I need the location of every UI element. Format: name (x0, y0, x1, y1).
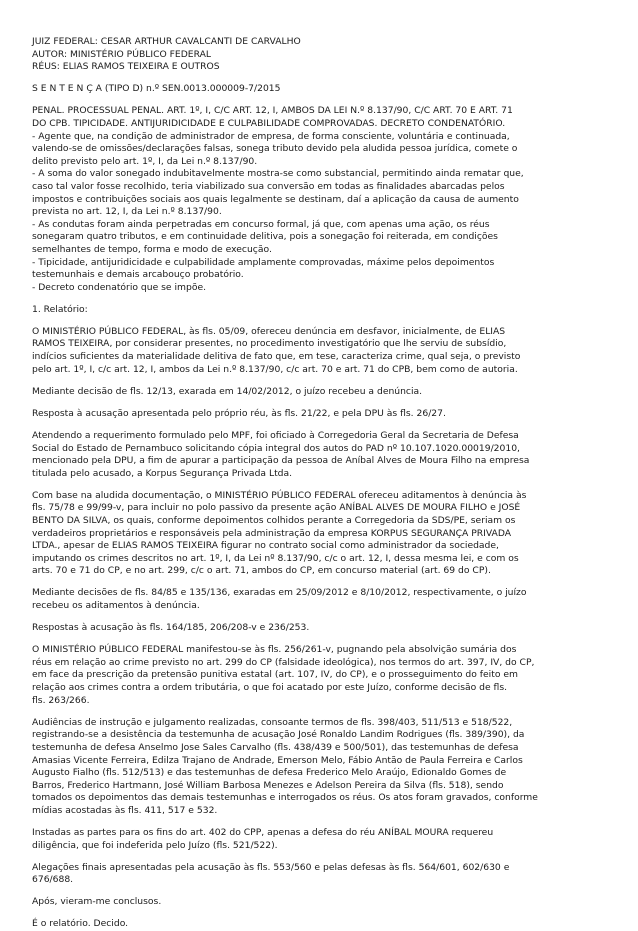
paragraph-line: Mediante decisão de fls. 12/13, exarada em 14/02/2012, o juízo recebeu a denúncia. (32, 385, 423, 397)
paragraph-line: relação aos crimes contra a ordem tributária, o que foi acatado por este Juízo, conforme decisão de fls. (32, 682, 508, 694)
spacer (32, 480, 612, 490)
report-paragraph (32, 408, 612, 421)
ementa-line: testemunhais e demais arcabouço probatório. (32, 269, 244, 281)
paragraph-line: titulada pelo acusado, a Korpus Segurança Privada Ltda. (32, 467, 293, 479)
spacer (32, 887, 612, 897)
ementa-line: delito previsto pelo art. 1º, I, da Lei n.º 8.137/90. (32, 155, 258, 167)
paragraph-line: Barros, Frederico Hartmann, José William Barbosa Menezes e Adelson Pereira da Silva (fls. 518), sendo (32, 779, 504, 791)
spacer (32, 74, 612, 84)
paragraph-line: Alegações finais apresentadas pela acusação às fls. 553/560 e pelas defesas às fls. 564/601, 602/630 e (32, 861, 510, 873)
spacer (32, 817, 612, 827)
report-paragraph (32, 490, 612, 578)
author-line: AUTOR: MINISTÉRIO PÚBLICO FEDERAL (32, 48, 212, 60)
paragraph-line: É o relatório. Decido. (32, 918, 129, 930)
paragraph-line: 676/688. (32, 874, 74, 886)
spacer (32, 376, 612, 386)
paragraph-line: verdadeiros proprietários e responsáveis pela administração da empresa KORPUS SEGURANÇA PRIVADA (32, 527, 512, 539)
paragraph-line: Amasias Vicente Ferreira, Edilza Trajano de Andrade, Emerson Melo, Fábio Antão de Paula Ferreira e Carlos (32, 754, 523, 766)
ementa-line: - As condutas foram ainda perpetradas em concurso formal, já que, com apenas uma ação, os réus (32, 218, 490, 230)
report-paragraph (32, 622, 612, 635)
ementa-line: - Decreto condenatório que se impõe. (32, 281, 207, 293)
spacer (32, 635, 612, 645)
paragraph-line: LTDA., apesar de ELIAS RAMOS TEIXEIRA figurar no contrato social como administrador da sociedade, (32, 540, 499, 552)
paragraph-line: Após, vieram-me conclusos. (32, 896, 162, 908)
report-paragraph (32, 326, 612, 376)
spacer (32, 294, 612, 304)
header-block (32, 36, 612, 74)
spacer (32, 398, 612, 408)
paragraph-line: recebeu os aditamentos à denúncia. (32, 600, 200, 612)
paragraph-line: Respostas à acusação às fls. 164/185, 206/208-v e 236/253. (32, 622, 310, 634)
spacer (32, 707, 612, 717)
spacer (32, 613, 612, 623)
spacer (32, 420, 612, 430)
paragraph-line: fls. 75/78 e 99/99-v, para incluir no polo passivo da presente ação ANÍBAL ALVES DE MOURA FILHO e JOSÉ (32, 502, 521, 514)
ementa-line: - Tipicidade, antijuridicidade e culpabilidade amplamente comprovadas, máxime pelos depoimentos (32, 256, 495, 268)
ementa-line: sonegaram quatro tributos, e em continuidade delitiva, pois a sonegação foi reiterada, em condições (32, 231, 498, 243)
paragraph-line: réus em relação ao crime previsto no art. 299 do CP (falsidade ideológica), nos termos do art. 397, IV, do CP, (32, 656, 535, 668)
paragraph-line: registrando-se a desistência da testemunha de acusação José Ronaldo Landim Rodrigues (fls. 389/390), da (32, 729, 525, 741)
judge-line: JUIZ FEDERAL: CESAR ARTHUR CAVALCANTI DE CARVALHO (32, 36, 301, 47)
spacer (32, 852, 612, 862)
ementa-line: - Agente que, na condição de administrador de empresa, de forma consciente, voluntária e continuada, (32, 130, 510, 142)
report-paragraph (32, 918, 612, 931)
report-paragraph (32, 430, 612, 480)
paragraph-line: diligência, que foi indeferida pelo Juízo (fls. 521/522). (32, 839, 278, 851)
paragraph-line: Audiências de instrução e julgamento realizadas, consoante termos de fls. 398/403, 511/513 e 518/522, (32, 716, 513, 728)
document-page (32, 36, 612, 931)
spacer (32, 96, 612, 106)
paragraph-line: testemunha de defesa Anselmo Jose Sales Carvalho (fls. 438/439 e 500/501), das testemunhas de defesa (32, 741, 519, 753)
spacer (32, 316, 612, 326)
paragraph-line: fls. 263/266. (32, 694, 90, 706)
paragraph-line: arts. 70 e 71 do CP, e no art. 299, c/c o art. 71, ambos do CP, em concurso material (art. 69 do CP). (32, 565, 491, 577)
report-paragraph (32, 587, 612, 612)
report-paragraph (32, 827, 612, 852)
paragraph-line: RAMOS TEIXEIRA, por considerar presentes, no procedimento investigatório que lhe serviu de subsídio, (32, 338, 507, 350)
section-title: 1. Relatório: (32, 303, 88, 315)
ementa-line: valendo-se de omissões/declarações falsas, sonega tributo devido pela aludida pessoa jurídica, comete o (32, 143, 518, 155)
paragraph-line: Mediante decisões de fls. 84/85 e 135/136, exaradas em 25/09/2012 e 8/10/2012, respectivamente, o juízo (32, 587, 527, 599)
report-paragraph (32, 644, 612, 707)
report-paragraphs (32, 316, 612, 931)
paragraph-line: Instadas as partes para os fins do art. 402 do CPP, apenas a defesa do réu ANÍBAL MOURA requereu (32, 826, 494, 838)
paragraph-line: mencionado pela DPU, a fim de apurar a participação da pessoa de Aníbal Alves de Moura Filho na empresa (32, 455, 530, 467)
ementa-line: DO CPB. TIPICIDADE. ANTIJURIDICIDADE E CULPABILIDADE COMPROVADAS. DECRETO CONDENATÓRIO. (32, 117, 506, 129)
paragraph-line: tomados os depoimentos das demais testemunhas e interrogados os réus. Os atos foram gravados, conforme (32, 792, 538, 804)
spacer (32, 909, 612, 919)
sentence-title: S E N T E N Ç A (TIPO D) n.º SEN.0013.000009-7/2015 (32, 83, 281, 95)
paragraph-line: em face da prescrição da pretensão punitiva estatal (art. 107, IV, do CP), e o prosseguimento do feito em (32, 669, 518, 681)
paragraph-line: pelo art. 1º, I, c/c art. 12, I, ambos da Lei n.º 8.137/90, c/c art. 70 e art. 71 do CPB, bem como de autoria. (32, 363, 518, 375)
paragraph-line: BENTO DA SILVA, os quais, conforme depoimentos colhidos perante a Corregedoria da SDS/PE, seriam os (32, 515, 516, 526)
ementa-line: semelhantes de tempo, forma e modo de execução. (32, 243, 272, 255)
paragraph-line: Social do Estado de Pernambuco solicitando cópia integral dos autos do PAD nº 10.107.1020.00019/2010, (32, 442, 520, 454)
paragraph-line: Augusto Fialho (fls. 512/513) e das testemunhas de defesa Frederico Melo Araújo, Edionaldo Gomes de (32, 767, 507, 779)
report-paragraph (32, 862, 612, 887)
defendants-line: RÉUS: ELIAS RAMOS TEIXEIRA E OUTROS (32, 61, 220, 73)
ementa-line: PENAL. PROCESSUAL PENAL. ART. 1º, I, C/C ART. 12, I, AMBOS DA LEI N.º 8.137/90, C/C ART. 70 E ART. 71 (32, 105, 513, 117)
ementa-line: - A soma do valor sonegado indubitavelmente mostra-se como substancial, permitindo ainda rematar que, (32, 168, 524, 180)
ementa-block (32, 105, 612, 294)
paragraph-line: O MINISTÉRIO PÚBLICO FEDERAL manifestou-se às fls. 256/261-v, pugnando pela absolvição sumária dos (32, 644, 517, 656)
report-paragraph (32, 717, 612, 818)
ementa-line: caso tal valor fosse recolhido, teria viabilizado sua conversão em todas as finalidades abarcadas pelos (32, 180, 505, 192)
paragraph-line: O MINISTÉRIO PÚBLICO FEDERAL, às fls. 05/09, ofereceu denúncia em desfavor, inicialmente, de ELIAS (32, 325, 506, 337)
spacer (32, 578, 612, 588)
paragraph-line: mídias acostadas às fls. 411, 517 e 532. (32, 804, 218, 816)
paragraph-line: Atendendo a requerimento formulado pelo MPF, foi oficiado à Corregedoria Geral da Secretaria de Defesa (32, 429, 519, 441)
paragraph-line: Com base na aludida documentação, o MINISTÉRIO PÚBLICO FEDERAL ofereceu aditamentos à denúncia às (32, 489, 527, 501)
paragraph-line: Resposta à acusação apresentada pelo próprio réu, às fls. 21/22, e pela DPU às fls. 26/27. (32, 407, 446, 419)
report-paragraph (32, 386, 612, 399)
ementa-line: prevista no art. 12, I, da Lei n.º 8.137/90. (32, 206, 222, 218)
paragraph-line: indícios suficientes da materialidade delitiva de fato que, em tese, caracteriza crime, qual seja, o previsto (32, 351, 521, 363)
ementa-line: impostos e contribuições sociais aos quais legalmente se destinam, daí a aplicação da causa de aumento (32, 193, 519, 205)
paragraph-line: imputando os crimes descritos no art. 1º, I, da Lei nº 8.137/90, c/c o art. 12, I, dessa mesma lei, e com os (32, 552, 519, 564)
